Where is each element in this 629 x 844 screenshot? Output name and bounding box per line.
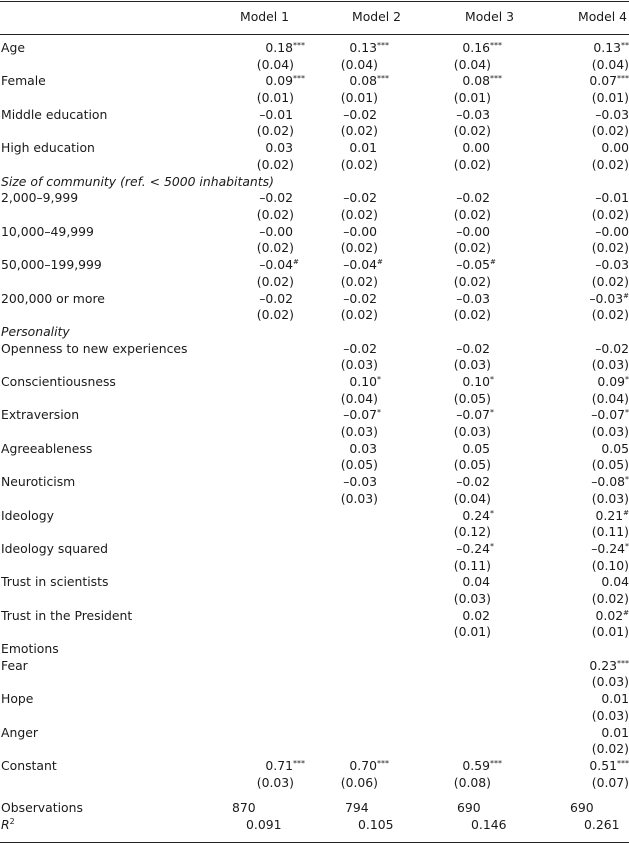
significance-marker: * (490, 542, 494, 551)
coefficient-value: –0.00 (259, 223, 293, 239)
standard-error-cell: (0.04) (591, 56, 629, 72)
coefficient-value: –0.02 (343, 190, 377, 206)
coefficient-value: –0.07 (591, 407, 625, 423)
coefficient-cell (265, 758, 305, 773)
coefficient-value: 0.03 (349, 440, 377, 456)
standard-error-cell: (0.03) (453, 423, 491, 439)
row-label: Ideology squared (1, 541, 108, 556)
coefficient-cell (595, 190, 629, 205)
coefficient-cell (259, 224, 293, 239)
significance-marker: # (623, 508, 629, 517)
significance-marker: *** (490, 41, 502, 50)
coefficient-cell (456, 407, 494, 422)
coefficient-cell (462, 73, 502, 88)
r-squared-value: 0.146 (471, 816, 507, 832)
standard-error-cell: (0.01) (591, 624, 629, 640)
significance-marker: # (623, 608, 629, 617)
coefficient-value: –0.02 (595, 340, 629, 356)
significance-marker: *** (617, 658, 629, 668)
standard-error-cell: (0.12) (453, 524, 491, 540)
coefficient-value: 0.24 (462, 507, 490, 523)
coefficient-value: –0.05 (456, 257, 490, 273)
row-label: 200,000 or more (1, 290, 105, 306)
coefficient-value: 0.08 (349, 73, 377, 89)
coefficient-cell (597, 374, 629, 389)
significance-marker: * (625, 408, 629, 418)
coefficient-value: 0.02 (462, 607, 490, 623)
significance-marker: *** (490, 759, 502, 769)
standard-error-cell: (0.02) (591, 240, 629, 256)
standard-error-cell: (0.02) (256, 240, 294, 256)
standard-error-cell: (0.02) (591, 273, 629, 289)
coefficient-cell (456, 224, 490, 239)
coefficient-cell (343, 341, 377, 356)
coefficient-value: –0.03 (595, 106, 629, 122)
standard-error-cell: (0.04) (453, 56, 491, 72)
coefficient-cell (259, 190, 293, 205)
coefficient-cell (456, 291, 490, 306)
coefficient-value: –0.03 (589, 290, 624, 306)
standard-error-cell: (0.03) (340, 423, 378, 439)
coefficient-value: 0.07 (589, 73, 617, 89)
standard-error-cell: (0.02) (340, 240, 378, 256)
coefficient-value: 0.04 (601, 574, 629, 590)
standard-error-cell: (0.02) (340, 123, 378, 139)
row-label: 10,000–49,999 (1, 223, 94, 239)
coefficient-value: –0.02 (343, 106, 377, 122)
column-header-model-2: Model 2 (352, 9, 402, 24)
significance-marker: * (625, 375, 629, 384)
significance-marker: *** (293, 74, 305, 84)
standard-error-cell: (0.04) (340, 390, 378, 406)
coefficient-cell (343, 474, 377, 489)
coefficient-value: 0.00 (601, 140, 629, 156)
coefficient-value: –0.03 (343, 474, 377, 490)
significance-marker: ** (621, 41, 629, 50)
standard-error-cell: (0.01) (256, 89, 294, 105)
row-label: High education (1, 140, 95, 156)
standard-error-cell: (0.02) (256, 307, 294, 322)
column-header-model-4: Model 4 (578, 9, 628, 24)
standard-error-cell: (0.03) (591, 490, 629, 506)
coefficient-cell (462, 608, 490, 623)
standard-error-cell: (0.02) (340, 273, 378, 289)
standard-error-cell: (0.01) (453, 624, 491, 640)
coefficient-value: 0.10 (349, 374, 377, 389)
coefficient-value: 0.18 (265, 40, 293, 55)
coefficient-value: –0.02 (259, 290, 293, 306)
observations-value: 870 (232, 799, 256, 815)
column-header-model-1: Model 1 (240, 9, 290, 24)
observations-label: Observations (1, 799, 83, 815)
coefficient-value: 0.13 (593, 40, 621, 55)
standard-error-cell: (0.11) (591, 524, 629, 540)
coefficient-value: 0.09 (265, 73, 293, 89)
coefficient-cell (456, 541, 494, 556)
coefficient-cell (259, 291, 293, 306)
standard-error-cell: (0.02) (591, 590, 629, 606)
standard-error-cell: (0.03) (591, 707, 629, 723)
standard-error-cell: (0.01) (453, 89, 491, 105)
significance-marker: *** (490, 74, 502, 84)
coefficient-value: 0.16 (462, 40, 490, 55)
coefficient-value: –0.02 (456, 190, 490, 206)
coefficient-value: 0.23 (589, 657, 617, 673)
coefficient-cell (349, 758, 389, 773)
standard-error-cell: (0.02) (340, 156, 378, 172)
coefficient-cell (596, 608, 629, 623)
r-squared-value: 0.091 (246, 816, 282, 832)
section-label: Personality (1, 323, 70, 339)
significance-marker: * (490, 408, 494, 418)
coefficient-value: 0.10 (462, 374, 490, 389)
standard-error-cell: (0.02) (256, 273, 294, 289)
coefficient-value: –0.04 (343, 257, 377, 273)
coefficient-cell (589, 73, 629, 88)
coefficient-cell (591, 474, 629, 489)
standard-error-cell: (0.05) (453, 457, 491, 473)
coefficient-cell (601, 574, 629, 589)
row-label: 50,000–199,999 (1, 257, 102, 273)
coefficient-cell (462, 374, 494, 389)
row-label: Middle education (1, 106, 108, 122)
row-label: Ideology (1, 507, 54, 523)
standard-error-cell: (0.11) (453, 557, 491, 573)
coefficient-value: 0.05 (462, 440, 490, 456)
significance-marker: * (490, 508, 494, 518)
coefficient-value: –0.08 (591, 474, 625, 490)
coefficient-value: –0.01 (595, 190, 629, 206)
coefficient-value: 0.09 (597, 374, 625, 389)
significance-marker: *** (293, 41, 305, 50)
coefficient-cell (462, 40, 502, 55)
row-label: Hope (1, 691, 34, 707)
significance-marker: # (293, 258, 299, 267)
coefficient-cell (462, 441, 490, 456)
coefficient-value: –0.00 (343, 223, 377, 239)
standard-error-cell: (0.05) (591, 457, 629, 473)
bottom-rule (0, 842, 629, 843)
row-label: Anger (1, 724, 38, 740)
significance-marker: * (490, 375, 494, 384)
standard-error-cell: (0.04) (591, 390, 629, 406)
standard-error-cell: (0.02) (591, 307, 629, 322)
standard-error-cell: (0.03) (453, 590, 491, 606)
standard-error-cell: (0.05) (340, 457, 378, 473)
coefficient-cell (462, 508, 494, 523)
coefficient-cell (456, 341, 490, 356)
standard-error-cell: (0.03) (453, 357, 491, 373)
significance-marker: *** (377, 41, 389, 50)
coefficient-value: –0.02 (456, 340, 490, 356)
coefficient-cell (349, 73, 389, 88)
section-label: Emotions (1, 641, 59, 657)
standard-error-cell: (0.06) (340, 774, 378, 790)
significance-marker: # (623, 291, 629, 300)
coefficient-value: 0.08 (462, 73, 490, 89)
coefficient-cell (343, 190, 377, 205)
row-label: Constant (1, 758, 57, 774)
standard-error-cell: (0.02) (453, 156, 491, 172)
row-label: Trust in the President (1, 607, 133, 623)
standard-error-cell: (0.04) (340, 56, 378, 72)
coefficient-value: –0.03 (456, 290, 490, 306)
coefficient-value: –0.07 (456, 407, 490, 423)
coefficient-value: –0.03 (595, 257, 629, 273)
coefficient-value: 0.04 (462, 574, 490, 590)
coefficient-cell (343, 257, 383, 272)
standard-error-cell: (0.01) (591, 89, 629, 105)
standard-error-cell: (0.02) (453, 240, 491, 256)
coefficient-cell (589, 291, 629, 306)
standard-error-cell: (0.03) (591, 423, 629, 439)
coefficient-value: 0.01 (601, 691, 629, 707)
significance-marker: *** (377, 759, 389, 769)
coefficient-cell (456, 257, 496, 272)
standard-error-cell: (0.04) (453, 490, 491, 506)
coefficient-cell (589, 758, 629, 773)
standard-error-cell: (0.02) (591, 741, 629, 757)
coefficient-cell (456, 474, 490, 489)
section-label: Size of community (ref. < 5000 inhabitants) (1, 173, 274, 189)
coefficient-cell (462, 140, 490, 155)
row-label: Age (1, 40, 25, 55)
coefficient-value: –0.24 (456, 541, 490, 556)
coefficient-cell (595, 341, 629, 356)
row-label: Female (1, 73, 46, 89)
coefficient-cell (349, 140, 377, 155)
r-squared-label (1, 817, 15, 832)
observations-value: 794 (345, 799, 369, 815)
coefficient-value: –0.04 (259, 257, 293, 273)
coefficient-value: 0.21 (595, 507, 624, 523)
standard-error-cell: (0.02) (591, 206, 629, 222)
coefficient-value: –0.02 (456, 474, 490, 490)
coefficient-cell (349, 40, 389, 55)
standard-error-cell: (0.02) (453, 273, 491, 289)
standard-error-cell: (0.08) (453, 774, 491, 790)
coefficient-value: –0.07 (343, 407, 377, 423)
standard-error-cell: (0.03) (340, 490, 378, 506)
row-label: Openness to new experiences (1, 340, 188, 356)
standard-error-cell: (0.02) (453, 123, 491, 139)
coefficient-cell (601, 725, 629, 740)
coefficient-cell (343, 291, 377, 306)
coefficient-value: –0.00 (456, 223, 490, 239)
standard-error-cell: (0.02) (591, 156, 629, 172)
coefficient-value: –0.03 (456, 106, 490, 122)
coefficient-value: 0.13 (349, 40, 377, 55)
r-squared-exponent: 2 (9, 816, 15, 826)
significance-marker: *** (377, 74, 389, 84)
coefficient-cell (456, 190, 490, 205)
coefficient-cell (595, 107, 629, 122)
coefficient-cell (589, 658, 629, 673)
coefficient-value: 0.05 (601, 440, 629, 456)
row-label: 2,000–9,999 (1, 190, 79, 206)
standard-error-cell: (0.02) (256, 123, 294, 139)
standard-error-cell: (0.01) (340, 89, 378, 105)
significance-marker: # (377, 258, 383, 267)
coefficient-cell (343, 407, 381, 422)
standard-error-cell: (0.03) (256, 774, 294, 790)
coefficient-value: –0.00 (595, 223, 629, 239)
coefficient-value: 0.01 (349, 140, 377, 156)
standard-error-cell: (0.02) (591, 123, 629, 139)
observations-value: 690 (457, 799, 481, 815)
significance-marker: * (625, 475, 629, 485)
coefficient-cell (265, 140, 293, 155)
standard-error-cell: (0.05) (453, 390, 491, 406)
coefficient-cell (462, 758, 502, 773)
column-header-model-3: Model 3 (465, 9, 515, 24)
coefficient-cell (462, 574, 490, 589)
coefficient-cell (595, 224, 629, 239)
standard-error-cell: (0.03) (340, 357, 378, 373)
coefficient-cell (265, 40, 305, 55)
standard-error-cell: (0.02) (256, 206, 294, 222)
coefficient-cell (601, 441, 629, 456)
coefficient-value: 0.01 (601, 724, 629, 740)
standard-error-cell: (0.03) (591, 357, 629, 373)
coefficient-value: –0.02 (343, 290, 377, 306)
significance-marker: * (377, 408, 381, 418)
standard-error-cell: (0.03) (591, 674, 629, 690)
coefficient-value: 0.02 (595, 607, 624, 623)
coefficient-cell (259, 257, 299, 272)
coefficient-cell (596, 508, 629, 523)
coefficient-cell (259, 107, 293, 122)
r-squared-value: 0.261 (584, 816, 620, 832)
coefficient-value: –0.02 (259, 190, 293, 206)
standard-error-cell: (0.02) (340, 206, 378, 222)
significance-marker: # (490, 258, 496, 267)
coefficient-cell (343, 224, 377, 239)
coefficient-value: 0.00 (462, 140, 490, 156)
standard-error-cell: (0.02) (453, 206, 491, 222)
coefficient-value: 0.03 (265, 140, 293, 156)
coefficient-value: 0.51 (589, 758, 617, 774)
coefficient-cell (349, 441, 377, 456)
coefficient-cell (591, 541, 629, 556)
coefficient-value: –0.01 (259, 106, 293, 122)
standard-error-cell: (0.04) (256, 56, 294, 72)
row-label: Fear (1, 657, 28, 673)
significance-marker: *** (293, 759, 305, 769)
coefficient-cell (595, 257, 629, 272)
standard-error-cell: (0.07) (591, 774, 629, 790)
row-label: Conscientiousness (1, 374, 116, 389)
coefficient-value: –0.02 (343, 340, 377, 356)
coefficient-cell (349, 374, 381, 389)
coefficient-cell (593, 40, 629, 55)
r-squared-value: 0.105 (358, 816, 394, 832)
row-label: Extraversion (1, 407, 80, 423)
significance-marker: *** (617, 74, 629, 84)
coefficient-cell (601, 140, 629, 155)
coefficient-value: 0.70 (349, 758, 377, 774)
row-label: Agreeableness (1, 440, 93, 456)
observations-value: 690 (570, 799, 594, 815)
coefficient-cell (343, 107, 377, 122)
coefficient-value: 0.59 (462, 758, 490, 774)
significance-marker: * (625, 542, 629, 551)
standard-error-cell: (0.02) (256, 156, 294, 172)
standard-error-cell: (0.10) (591, 557, 629, 573)
coefficient-value: –0.24 (591, 541, 625, 556)
row-label: Trust in scientists (1, 574, 109, 590)
standard-error-cell: (0.02) (340, 307, 378, 322)
row-label: Neuroticism (1, 474, 76, 490)
standard-error-cell: (0.02) (453, 307, 491, 322)
coefficient-cell (456, 107, 490, 122)
coefficient-cell (591, 407, 629, 422)
coefficient-cell (601, 691, 629, 706)
significance-marker: * (377, 375, 381, 384)
significance-marker: *** (617, 759, 629, 769)
coefficient-cell (265, 73, 305, 88)
r-squared-letter: R (1, 816, 10, 832)
coefficient-value: 0.71 (265, 758, 293, 774)
